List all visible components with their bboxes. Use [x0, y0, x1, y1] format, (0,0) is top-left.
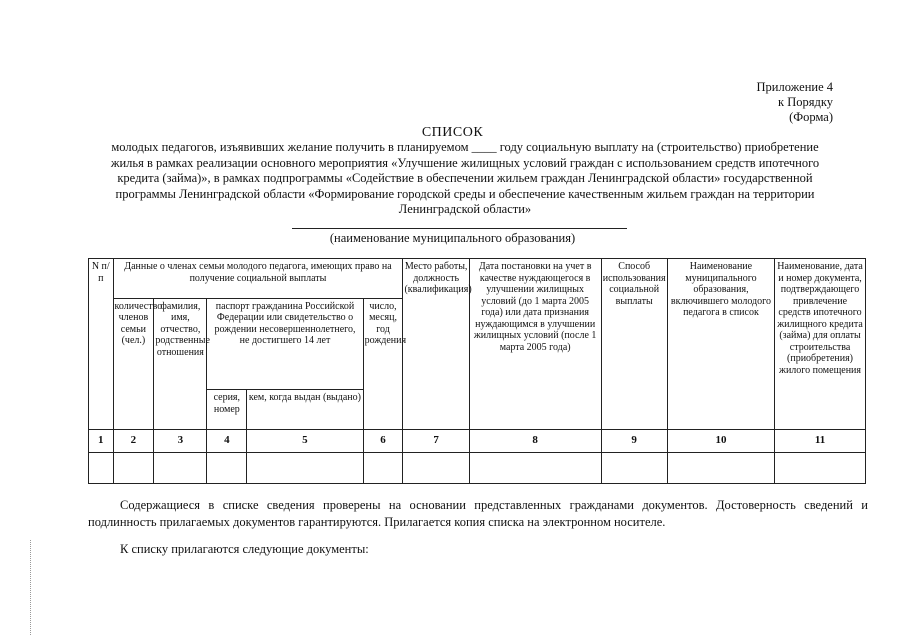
column-number: 5 [247, 430, 363, 453]
verification-statement: Содержащиеся в списке сведения проверены на основании представленных гражданами документов. Достоверность сведений и подлинность прилагаемых документов гарантируются. Прилагается копия списка на электронном носителе. [88, 498, 868, 529]
annex-number: Приложение 4 [756, 80, 833, 94]
header-n: N п/п [89, 259, 114, 430]
column-number: 3 [154, 430, 207, 453]
municipality-caption: (наименование муниципального образования) [329, 231, 576, 245]
annex-form-label: (Форма) [789, 110, 833, 124]
column-number: 2 [113, 430, 154, 453]
header-family-count: количество членов семьи (чел.) [113, 298, 154, 429]
table-cell-empty [247, 453, 363, 484]
column-number: 7 [403, 430, 469, 453]
annex-order-ref: к Порядку [778, 95, 833, 109]
annex-reference [757, 80, 833, 125]
table-cell-empty [154, 453, 207, 484]
table-cell-empty [667, 453, 774, 484]
applicants-table [88, 258, 866, 484]
header-series-number: серия, номер [207, 390, 247, 430]
table-row-empty [89, 453, 866, 484]
document-intro: молодых педагогов, изъявивших желание получить в планируемом ____ году социальную выплату на (строительство) приобретение жилья в рамках реализации основного мероприятия «Улучшение жилищных условий граждан с использованием средств ипотечного кредита (займа)», в рамках подпрограммы «Содействие в обеспечении жильем граждан Ленинградской области» государственной программы Ленинградской области «Формирование городской среды и обеспечение качественным жильем граждан на территории Ленинградской области» [110, 140, 820, 216]
column-number: 6 [363, 430, 403, 453]
table-cell-empty [601, 453, 667, 484]
column-number: 11 [775, 430, 866, 453]
column-number: 4 [207, 430, 247, 453]
table-cell-empty [403, 453, 469, 484]
header-birth-date: число, месяц, год рождения [363, 298, 403, 429]
table-cell-empty [469, 453, 601, 484]
column-number: 10 [667, 430, 774, 453]
header-credit-document: Наименование, дата и номер документа, подтверждающего привлечение средств ипотечного жилищного кредита (займа) для оплаты строительства (приобретения) жилого помещения [775, 259, 866, 430]
table-cell-empty [363, 453, 403, 484]
header-workplace: Место работы, должность (квалификация) [403, 259, 469, 430]
header-issued-by: кем, когда выдан (выдано) [247, 390, 363, 430]
scan-margin-marks [30, 540, 35, 635]
attached-documents-label: К списку прилагаются следующие документы: [120, 542, 369, 556]
table-cell-empty [775, 453, 866, 484]
table-cell-empty [113, 453, 154, 484]
header-registration-date: Дата постановки на учет в качестве нуждающегося в улучшении жилищных условий (до 1 марта 2005 года) или дата признания нуждающимся в улучшении жилищных условий (после 1 марта 2005 года) [469, 259, 601, 430]
table-cell-empty [207, 453, 247, 484]
document-title: СПИСОК [421, 125, 484, 140]
column-number: 1 [89, 430, 114, 453]
header-payment-method: Способ использования социальной выплаты [601, 259, 667, 430]
header-passport: паспорт гражданина Российской Федерации или свидетельство о рождении несовершеннолетнего, не достигшего 14 лет [207, 298, 363, 389]
column-number: 8 [469, 430, 601, 453]
column-number: 9 [601, 430, 667, 453]
municipality-underline [292, 228, 627, 229]
header-full-name: фамилия, имя, отчество, родственные отношения [154, 298, 207, 429]
header-municipality: Наименование муниципального образования, включившего молодого педагога в список [667, 259, 774, 430]
header-family-data: Данные о членах семьи молодого педагога, имеющих право на получение социальной выплаты [113, 259, 403, 299]
table-cell-empty [89, 453, 114, 484]
